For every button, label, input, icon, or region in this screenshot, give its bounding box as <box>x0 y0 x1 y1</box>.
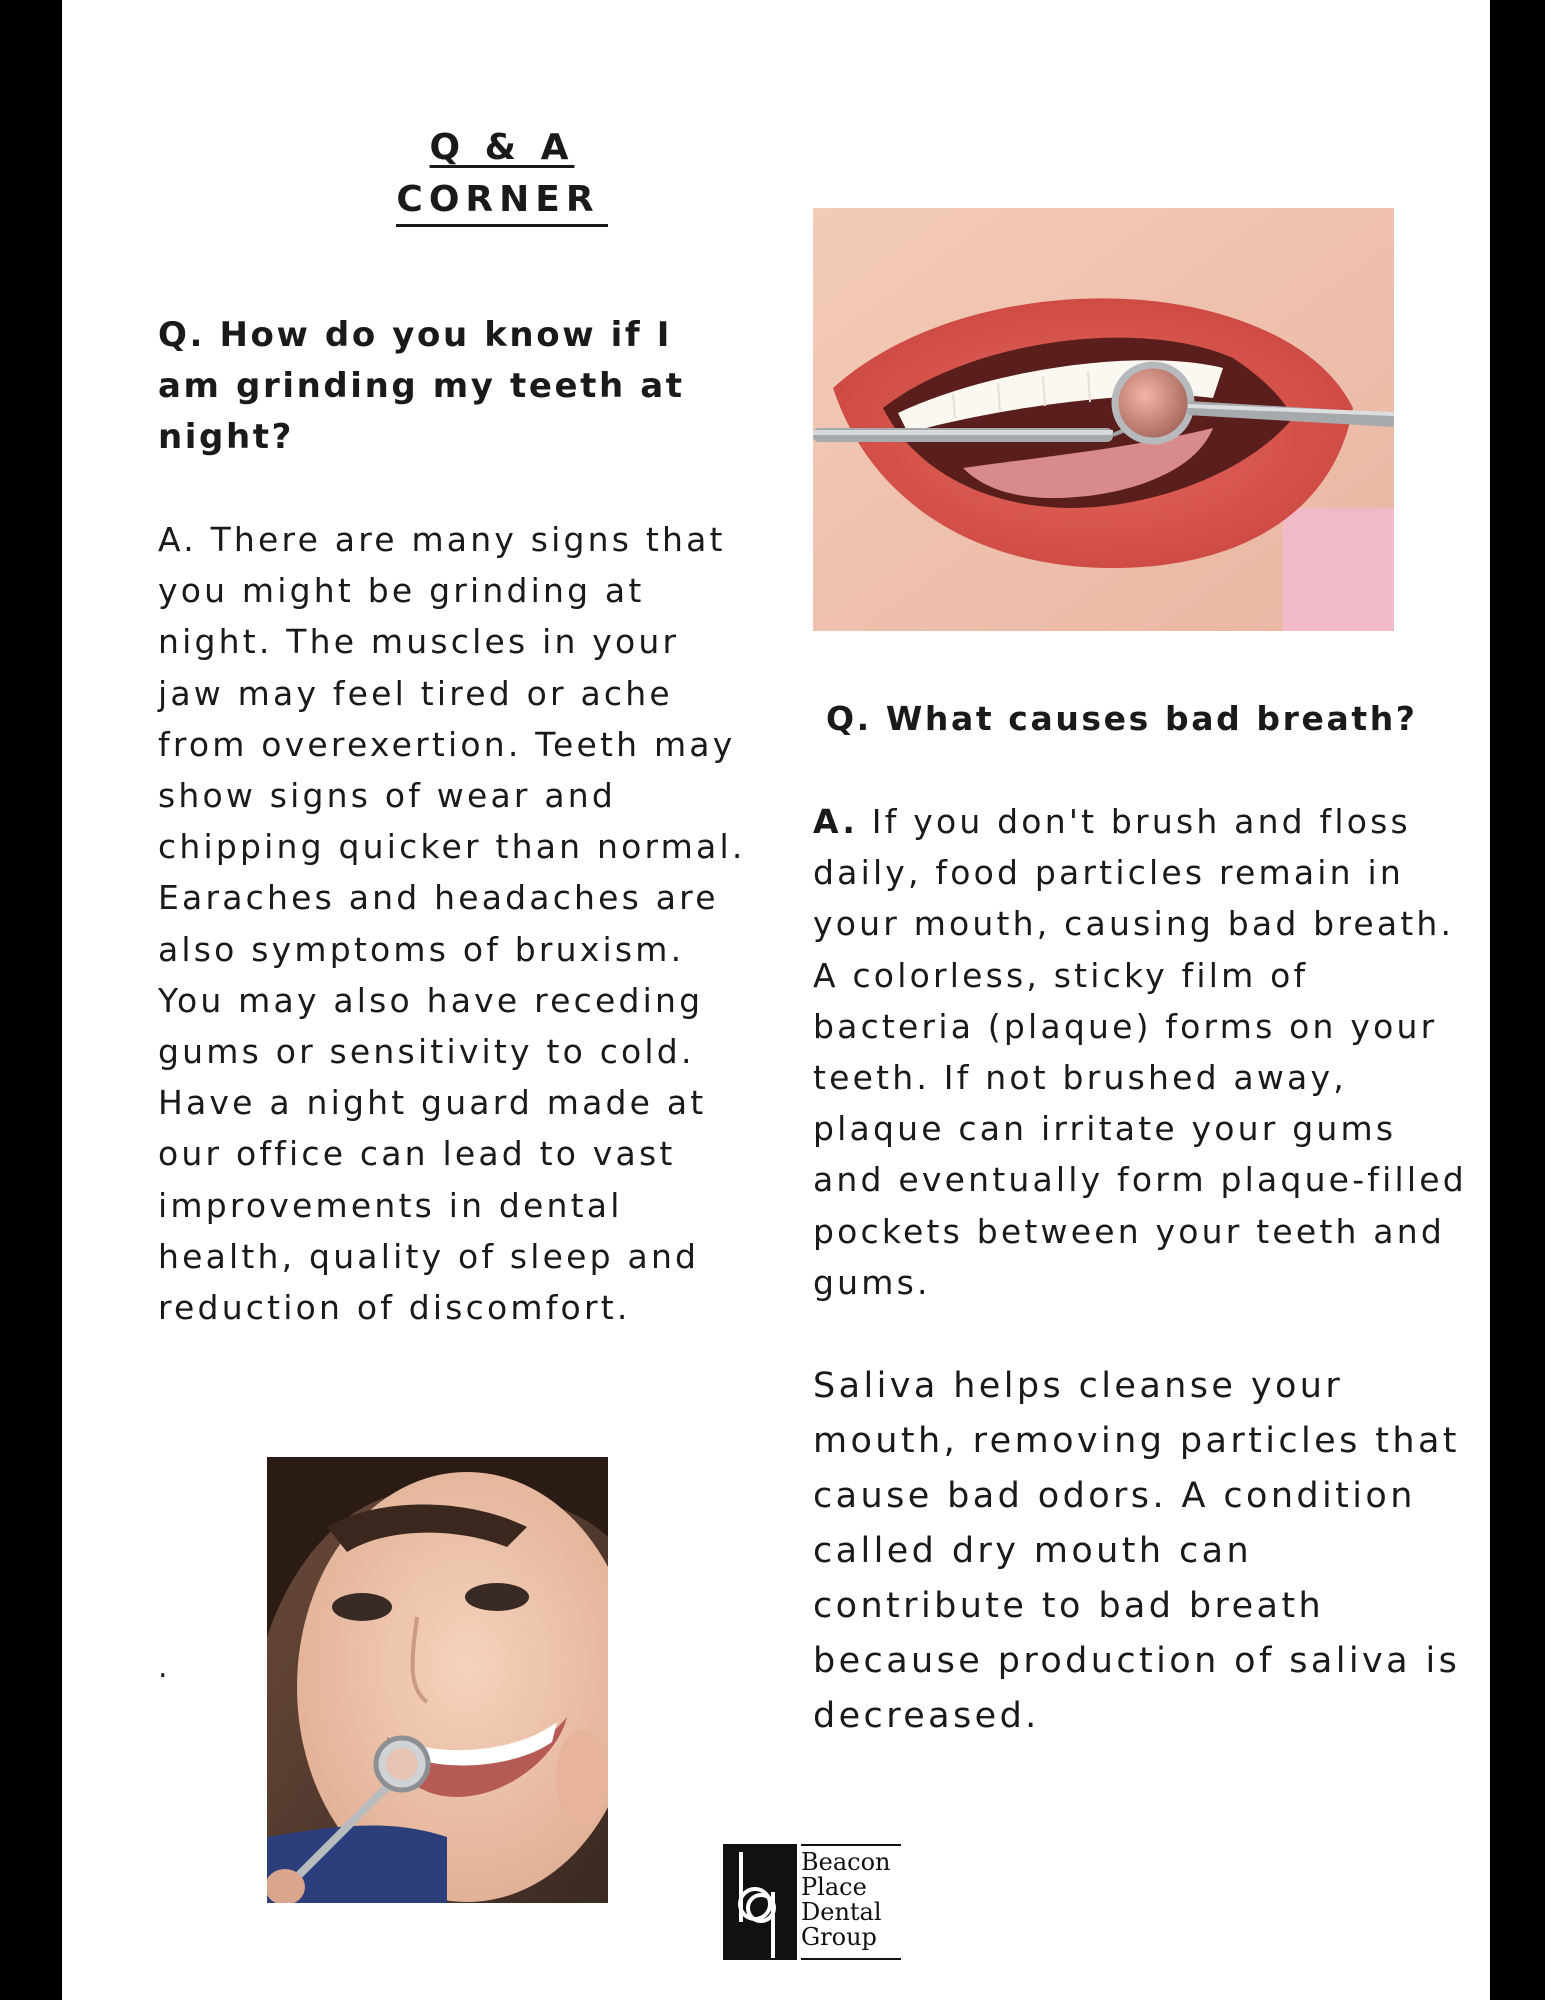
question-1: Q. How do you know if I am grinding my teeth at night? <box>158 315 685 457</box>
answer-2-continued: Saliva helps cleanse your mouth, removing particles that cause bad odors. A condition called dry mouth can contribute to bad breath because production of saliva is decreased. <box>813 1366 1461 1736</box>
bp-monogram-icon <box>721 1842 801 1964</box>
logo-line: Group <box>801 1923 877 1951</box>
logo-wordmark <box>801 1850 891 1950</box>
logo-line: Beacon <box>801 1848 891 1876</box>
question-2: Q. What causes bad breath? <box>826 699 1418 738</box>
page-title <box>322 122 682 227</box>
answer-2-label: A. <box>813 802 859 841</box>
title-line-2: CORNER <box>396 176 607 227</box>
logo-rule-top <box>801 1844 901 1846</box>
answer-1: A. There are many signs that you might be grinding at night. The muscles in your jaw may feel tired or ache from overexertion. Teeth may show signs of wear and chipping quicker than normal. Earaches and headaches are also symptoms of bruxism. You may also have receding gums or sensitivity to cold. Have a night guard made at our office can lead to vast improvements in dental health, quality of sleep and reduction of discomfort. <box>158 520 746 1328</box>
stray-dot: . <box>158 1650 168 1685</box>
title-line-1: Q & A <box>429 127 575 168</box>
smiling-woman-photo <box>267 1457 608 1903</box>
logo-line: Dental <box>801 1898 882 1926</box>
logo-rule-bottom <box>801 1958 901 1960</box>
practice-logo <box>721 1842 961 1964</box>
dental-exam-photo <box>813 208 1394 631</box>
page <box>62 0 1490 2000</box>
answer-2 <box>813 796 1473 1308</box>
logo-line: Place <box>801 1873 867 1901</box>
answer-2-text: If you don't brush and floss daily, food particles remain in your mouth, causing bad breath. A colorless, sticky film of bacteria (plaque) forms on your teeth. If not brushed away, plaque can irritate your gums and eventually form plaque-filled pockets between your teeth and gums. <box>813 802 1467 1302</box>
